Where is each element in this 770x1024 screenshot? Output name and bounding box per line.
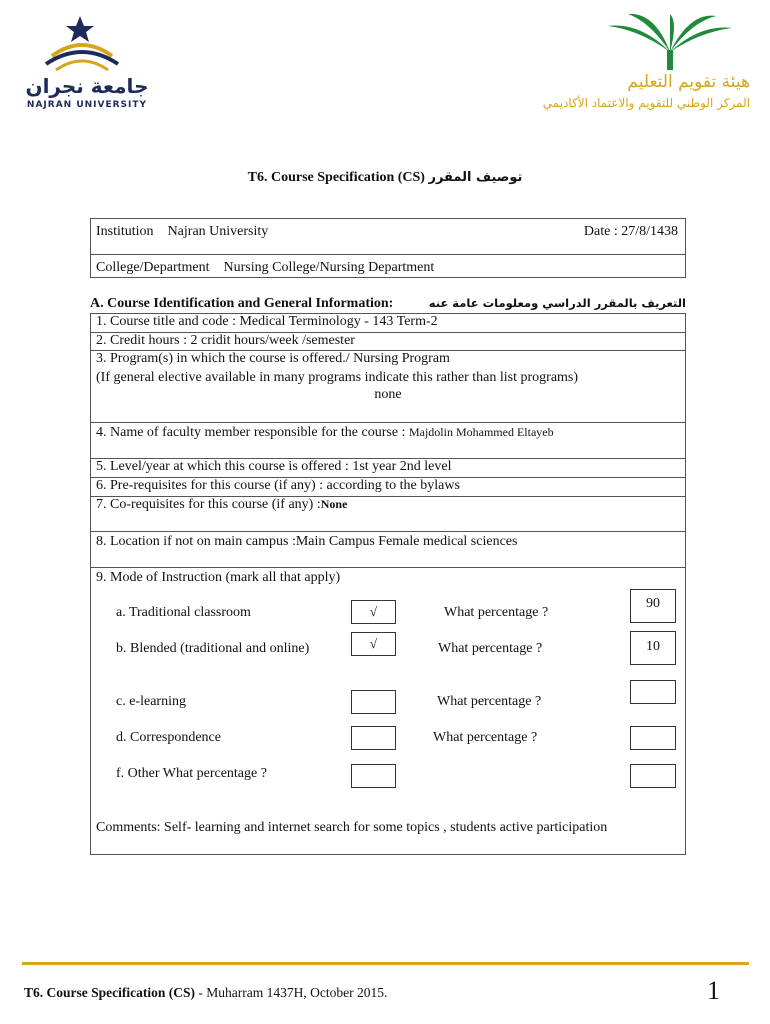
mode-a-question: What percentage ? (444, 605, 549, 620)
institution-row (96, 224, 268, 240)
divider (90, 254, 686, 255)
palm-tree-icon (520, 12, 750, 72)
college-row (96, 260, 434, 276)
section-a-title: A. Course Identification and General Information: (90, 296, 394, 311)
footer-title: T6. Course Specification (CS) (24, 985, 195, 1000)
footer-date: - Muharram 1437H, October 2015. (195, 985, 388, 1000)
mode-c-percent[interactable] (630, 680, 676, 704)
item-7-value: None (320, 497, 348, 511)
divider (90, 567, 686, 568)
mode-c-checkbox[interactable] (351, 690, 396, 714)
college-value: Nursing College/Nursing Department (223, 260, 435, 275)
item-3-value: Nursing Program (353, 351, 450, 366)
mode-b-question: What percentage ? (438, 641, 543, 656)
mode-b-label: b. Blended (traditional and online) (116, 641, 310, 656)
mode-d-percent[interactable] (630, 726, 676, 750)
page-number: 1 (707, 976, 720, 1005)
footer-rule (22, 962, 749, 965)
document-title-en: T6. Course Specification (CS) (247, 170, 425, 185)
mode-a-label: a. Traditional classroom (116, 605, 251, 620)
mode-a-checkbox[interactable]: √ (351, 600, 396, 624)
item-3-label: 3. Program(s) in which the course is offered./ (96, 351, 354, 366)
institution-label: Institution (96, 224, 154, 239)
university-name-en: NAJRAN UNIVERSITY (26, 100, 148, 110)
date-value: 27/8/1438 (621, 224, 678, 239)
item-7-label: 7. Co-requisites for this course (if any) : (96, 497, 321, 512)
commission-name-ar: هيئة تقويم التعليم (627, 72, 750, 92)
item-3-note: (If general elective available in many programs indicate this rather than list programs) (96, 370, 579, 385)
item-5-level: 5. Level/year at which this course is offered : 1st year 2nd level (96, 459, 452, 474)
mode-b-percent[interactable]: 10 (630, 631, 676, 665)
item-9-title: 9. Mode of Instruction (mark all that apply) (96, 570, 341, 585)
item-4-label: 4. Name of faculty member responsible for the course : (96, 425, 409, 440)
mode-a-percent[interactable]: 90 (630, 589, 676, 623)
mode-d-checkbox[interactable] (351, 726, 396, 750)
mode-d-label: d. Correspondence (116, 730, 221, 745)
item-4-faculty (96, 425, 554, 441)
section-a-title-ar: التعريف بالمقرر الدراسي ومعلومات عامة عنه (428, 296, 686, 310)
mode-c-label: c. e-learning (116, 694, 186, 709)
item-1-value: Medical Terminology - 143 Term-2 (239, 314, 438, 329)
item-2-credit-hours: 2. Credit hours : 2 cridit hours/week /semester (96, 333, 355, 348)
evaluation-commission-logo (520, 12, 750, 112)
mode-f-percent[interactable] (630, 764, 676, 788)
section-a-heading (90, 296, 686, 312)
document-title (0, 170, 770, 186)
mode-b-checkbox[interactable]: √ (351, 632, 396, 656)
item-7-corequisites (96, 497, 347, 513)
najran-university-logo (22, 12, 152, 112)
item-1-label: 1. Course title and code : (96, 314, 240, 329)
comments-text: Comments: Self- learning and internet search for some topics , students active participation (96, 820, 608, 835)
college-label: College/Department (96, 260, 210, 275)
document-title-ar: توصيف المقرر (428, 170, 523, 185)
divider (90, 531, 686, 532)
item-3-programs (96, 351, 450, 367)
center-name-ar: المركز الوطني للتقويم والاعتماد الأكاديمي (542, 96, 750, 110)
item-4-value: Majdolin Mohammed Eltayeb (408, 425, 554, 439)
item-1-course-title (96, 314, 438, 330)
item-3-none-value: none (374, 387, 402, 402)
item-8-location: 8. Location if not on main campus :Main Campus Female medical sciences (96, 534, 518, 549)
mode-c-question: What percentage ? (437, 694, 542, 709)
mode-d-question: What percentage ? (433, 730, 538, 745)
date-label: Date : (583, 224, 618, 239)
date-row (520, 224, 678, 240)
mode-f-label: f. Other What percentage ? (116, 766, 267, 781)
university-name-ar: جامعة نجران (25, 74, 149, 98)
mode-f-checkbox[interactable] (351, 764, 396, 788)
item-6-prerequisites: 6. Pre-requisites for this course (if any) : according to the bylaws (96, 478, 460, 493)
institution-value: Najran University (167, 224, 269, 239)
footer-text (24, 985, 387, 1001)
divider (90, 422, 686, 423)
